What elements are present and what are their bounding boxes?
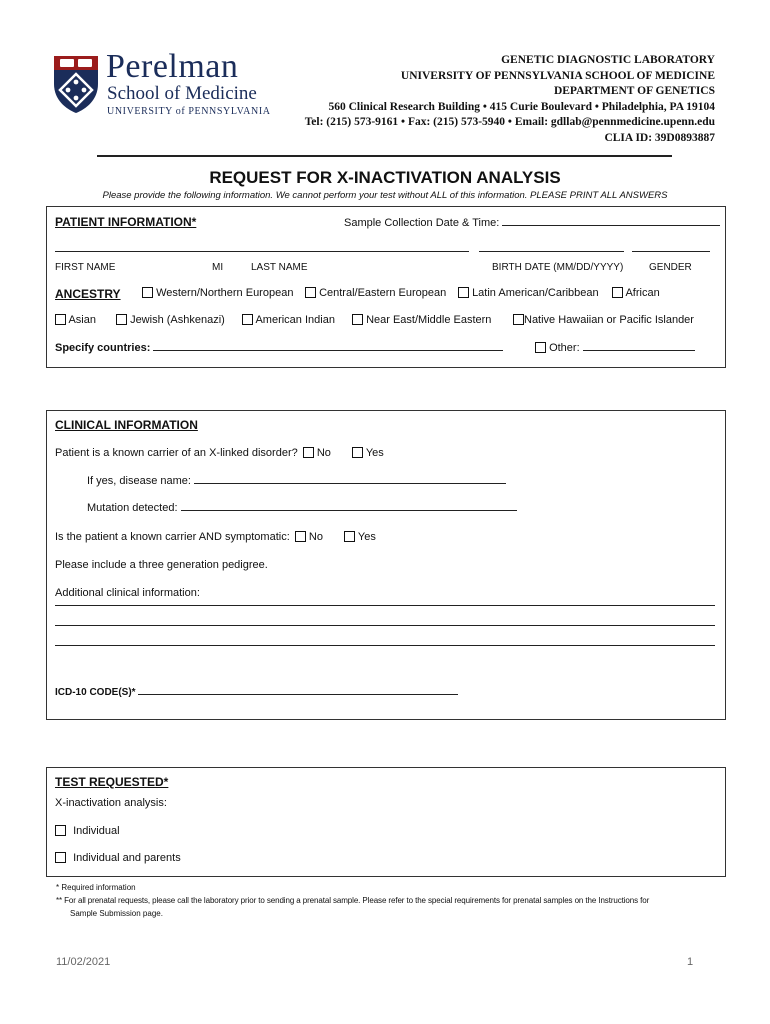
clinical-info-section: [46, 410, 726, 720]
carrier-no-checkbox[interactable]: [303, 447, 314, 458]
ancestry-other-label: Other:: [549, 342, 580, 354]
mutation-label: Mutation detected:: [87, 502, 178, 514]
symptomatic-yes-label: Yes: [357, 531, 376, 543]
prenatal-footnote-cont: Sample Submission page.: [70, 909, 163, 918]
logo-name-bottom: UNIVERSITY of PENNSYLVANIA: [107, 106, 271, 117]
form-title: REQUEST FOR X-INACTIVATION ANALYSIS: [209, 168, 561, 187]
lab-name: GENETIC DIAGNOSTIC LABORATORY: [501, 54, 715, 66]
mi-label: MI: [212, 262, 224, 273]
symptomatic-no-checkbox[interactable]: [295, 531, 306, 542]
specify-countries-field[interactable]: [153, 350, 503, 351]
mutation-field[interactable]: [181, 510, 517, 511]
individual-parents-checkbox[interactable]: [55, 852, 66, 863]
symptomatic-question-label: Is the patient a known carrier AND symptomatic:: [55, 531, 290, 543]
ancestry-near-east-label: Near East/Middle Eastern: [366, 314, 492, 326]
ancestry-latin-checkbox[interactable]: [458, 287, 469, 298]
patient-info-section: [46, 206, 726, 368]
ancestry-american-indian: [242, 314, 335, 326]
ancestry-near-east-checkbox[interactable]: [352, 314, 363, 325]
penn-shield-icon: [52, 54, 100, 114]
disease-name-field[interactable]: [194, 483, 506, 484]
ancestry-african: [612, 287, 660, 299]
patient-info-heading: PATIENT INFORMATION*: [55, 215, 197, 229]
ancestry-other-field[interactable]: [583, 350, 695, 351]
birth-date-field[interactable]: [479, 251, 624, 252]
department-name: DEPARTMENT OF GENETICS: [553, 85, 715, 97]
ancestry-american-indian-checkbox[interactable]: [242, 314, 253, 325]
form-date: 11/02/2021: [56, 956, 111, 968]
ancestry-central: [305, 287, 446, 299]
ancestry-near-east: [352, 314, 491, 326]
ancestry-other-checkbox[interactable]: [535, 342, 546, 353]
ancestry-other: [535, 342, 695, 354]
ancestry-label: ANCESTRY: [55, 287, 121, 301]
university-name: UNIVERSITY OF PENNSYLVANIA SCHOOL OF MEDICINE: [400, 69, 715, 82]
test-requested-heading: TEST REQUESTED*: [55, 775, 169, 789]
option-individual-parents: [55, 852, 181, 864]
clinical-info-heading: CLINICAL INFORMATION: [55, 418, 198, 432]
last-name-label: LAST NAME: [251, 262, 308, 273]
test-requested-section: [46, 767, 726, 877]
ancestry-latin-label: Latin American/Caribbean: [472, 287, 599, 299]
icd-code-label: ICD-10 CODE(S)*: [55, 687, 136, 698]
birth-date-label: BIRTH DATE (MM/DD/YYYY): [492, 262, 624, 273]
ancestry-asian: [55, 314, 96, 326]
individual-label: Individual: [73, 825, 120, 837]
additional-info-line-3[interactable]: [55, 645, 715, 646]
logo-name-top: Perelman: [106, 48, 239, 85]
logo-name-mid: School of Medicine: [107, 83, 257, 104]
additional-info-line-1[interactable]: [55, 605, 715, 606]
ancestry-african-label: African: [625, 287, 660, 299]
ancestry-central-checkbox[interactable]: [305, 287, 316, 298]
option-individual: [55, 825, 120, 837]
ancestry-hawaiian-label: Native Hawaiian or Pacific Islander: [524, 314, 694, 326]
carrier-yes-label: Yes: [365, 447, 384, 459]
disease-name-label: If yes, disease name:: [87, 475, 191, 487]
prenatal-footnote: ** For all prenatal requests, please call the laboratory prior to sending a prenatal sample. Please refer to the special requirements for prenatal samples on the Instructions for: [56, 896, 650, 905]
ancestry-central-label: Central/Eastern European: [319, 287, 447, 299]
ancestry-latin: [458, 287, 599, 299]
page-number: 1: [687, 956, 694, 968]
ancestry-jewish: [116, 314, 225, 326]
carrier-question: [55, 447, 384, 459]
individual-parents-label: Individual and parents: [73, 852, 181, 864]
x-inactivation-label: X-inactivation analysis:: [55, 797, 167, 809]
first-name-label: FIRST NAME: [55, 262, 116, 273]
ancestry-jewish-label: Jewish (Ashkenazi): [130, 314, 225, 326]
ancestry-asian-checkbox[interactable]: [55, 314, 66, 325]
symptomatic-no-label: No: [308, 531, 323, 543]
sample-collection-label: [344, 217, 720, 229]
additional-info-label: Additional clinical information:: [55, 587, 200, 599]
icd-code-field[interactable]: [138, 694, 458, 695]
disease-name-row: [87, 475, 506, 487]
required-footnote: * Required information: [56, 883, 136, 892]
carrier-no-label: No: [316, 447, 331, 459]
mutation-row: [87, 502, 517, 514]
additional-info-line-2[interactable]: [55, 625, 715, 626]
ancestry-american-indian-label: American Indian: [255, 314, 335, 326]
individual-checkbox[interactable]: [55, 825, 66, 836]
sample-collection-text: Sample Collection Date & Time:: [344, 217, 500, 229]
ancestry-western-checkbox[interactable]: [142, 287, 153, 298]
icd-code-row: [55, 687, 458, 698]
ancestry-african-checkbox[interactable]: [612, 287, 623, 298]
lab-header: [195, 53, 715, 146]
lab-address: 560 Clinical Research Building • 415 Curie Boulevard • Philadelphia, PA 19104: [328, 100, 715, 113]
ancestry-asian-label: Asian: [68, 314, 96, 326]
pedigree-note: Please include a three generation pedigree.: [55, 559, 268, 571]
gender-field[interactable]: [632, 251, 710, 252]
symptomatic-yes-checkbox[interactable]: [344, 531, 355, 542]
carrier-yes-checkbox[interactable]: [352, 447, 363, 458]
lab-contact: Tel: (215) 573-9161 • Fax: (215) 573-5940 • Email: gdllab@pennmedicine.upenn.edu: [304, 116, 715, 128]
ancestry-hawaiian-checkbox[interactable]: [513, 314, 524, 325]
clia-id: CLIA ID: 39D0893887: [604, 131, 715, 144]
form-instructions: Please provide the following information. We cannot perform your test without ALL of this information. PLEASE PRINT ALL ANSWERS: [102, 190, 668, 201]
specify-countries: [55, 342, 503, 354]
header-divider: [97, 155, 672, 157]
ancestry-western-label: Western/Northern European: [156, 287, 294, 299]
carrier-question-label: Patient is a known carrier of an X-linked disorder?: [55, 447, 298, 459]
gender-label: GENDER: [649, 262, 692, 273]
sample-collection-field[interactable]: [502, 225, 720, 226]
ancestry-western: [142, 287, 293, 299]
symptomatic-question: [55, 531, 376, 543]
specify-countries-label: Specify countries:: [55, 342, 151, 354]
ancestry-hawaiian: [513, 314, 694, 326]
ancestry-jewish-checkbox[interactable]: [116, 314, 127, 325]
name-field[interactable]: [55, 251, 469, 252]
